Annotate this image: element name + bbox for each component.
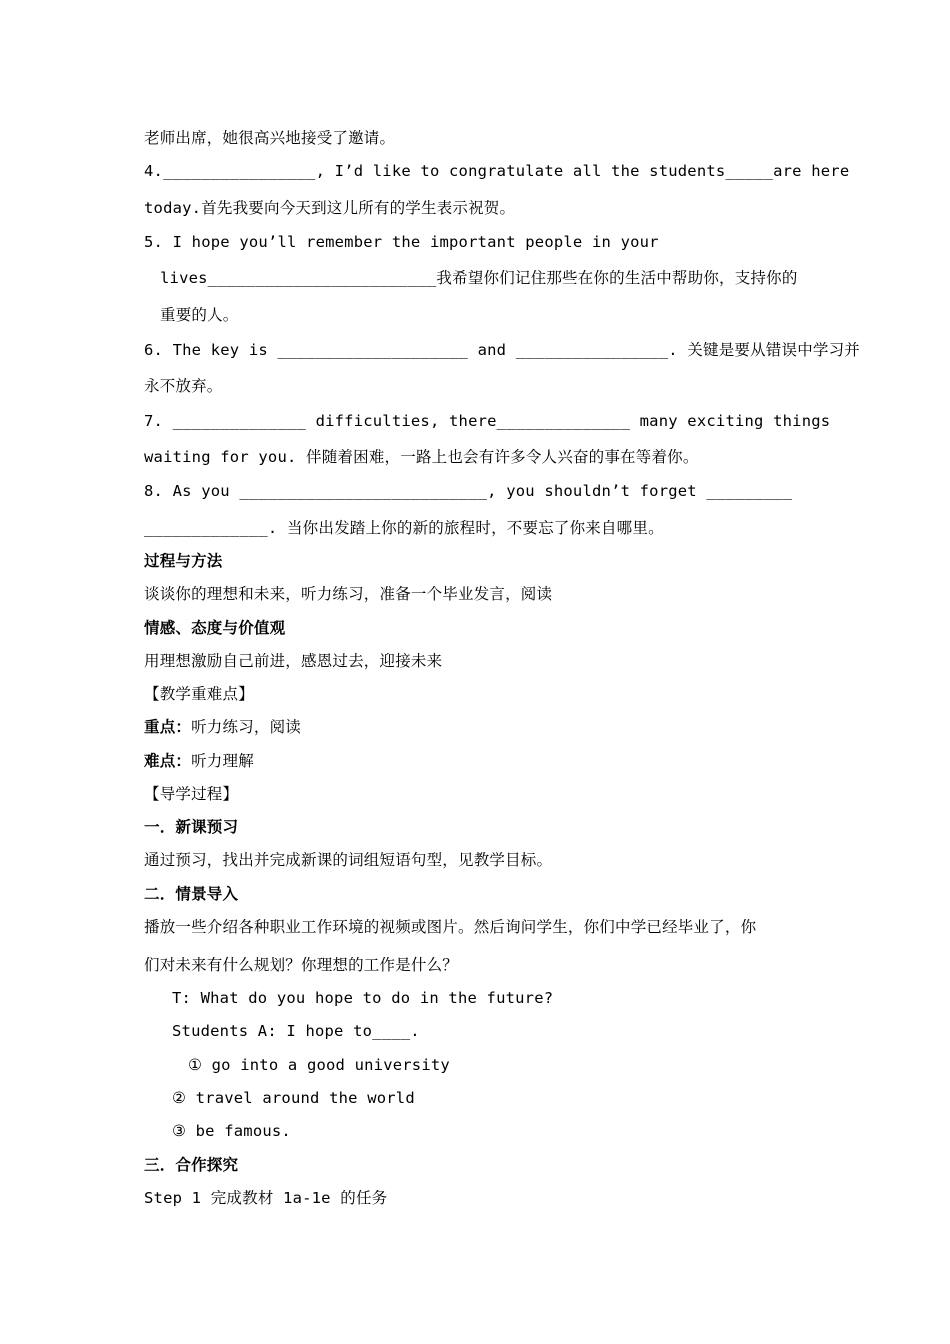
difficult-point-value: 听力理解 <box>191 752 254 770</box>
scenario-text-2: 们对未来有什么规划？你理想的工作是什么？ <box>144 956 459 974</box>
emotion-values-text: 用理想激励自己前进，感恩过去，迎接未来 <box>144 652 443 670</box>
heading-learning-process: 【导学过程】 <box>144 785 239 803</box>
exercise-8: 8. As you __________________________, you shouldn’t forget _________ <box>144 482 793 500</box>
key-point-value: 听力练习，阅读 <box>191 718 302 736</box>
dialog-student: Students A: I hope to____. <box>172 1022 420 1040</box>
heading-preview: 一．新课预习 <box>144 818 239 836</box>
option-1: ① go into a good university <box>188 1056 450 1074</box>
heading-process-method: 过程与方法 <box>144 552 223 570</box>
text-line-1: 老师出席，她很高兴地接受了邀请。 <box>144 129 396 147</box>
key-point-line <box>144 717 820 737</box>
difficult-point-line <box>144 751 820 771</box>
option-2: ② travel around the world <box>172 1089 415 1107</box>
scenario-text-1: 播放一些介绍各种职业工作环境的视频或图片。然后询问学生，你们中学已经毕业了，你 <box>144 918 757 936</box>
heading-cooperation: 三．合作探究 <box>144 1156 239 1174</box>
preview-text: 通过预习，找出并完成新课的词组短语句型，见教学目标。 <box>144 851 553 869</box>
exercise-7-cont: waiting for you. 伴随着困难，一路上也会有许多令人兴奋的事在等着你。 <box>144 448 699 466</box>
exercise-5: 5. I hope you’ll remember the important people in your <box>144 233 659 251</box>
dialog-teacher: T: What do you hope to do in the future? <box>172 989 554 1007</box>
exercise-6-cont: 永不放弃。 <box>144 377 223 395</box>
key-point-label: 重点： <box>144 718 192 736</box>
difficult-point-label: 难点： <box>144 752 192 770</box>
heading-emotion-values: 情感、态度与价值观 <box>144 619 286 637</box>
exercise-8-cont: _____________. 当你出发踏上你的新的旅程时，不要忘了你来自哪里。 <box>144 519 664 537</box>
step-1: Step 1 完成教材 1a-1e 的任务 <box>144 1189 388 1207</box>
exercise-5-end: 重要的人。 <box>160 306 239 324</box>
exercise-5-cont: lives________________________我希望你们记住那些在你的生活中帮助你，支持你的 <box>160 269 798 287</box>
heading-scenario: 二．情景导入 <box>144 885 239 903</box>
option-3: ③ be famous. <box>172 1122 291 1140</box>
process-method-text: 谈谈你的理想和未来，听力练习，准备一个毕业发言，阅读 <box>144 585 553 603</box>
exercise-6: 6. The key is ____________________ and ________________. 关键是要从错误中学习并 <box>144 341 861 359</box>
heading-key-points: 【教学重难点】 <box>144 685 254 703</box>
exercise-7: 7. ______________ difficulties, there______________ many exciting things <box>144 412 831 430</box>
exercise-4-cont: today.首先我要向今天到这儿所有的学生表示祝贺。 <box>144 199 516 217</box>
exercise-4: 4.________________, I’d like to congratulate all the students_____are here <box>144 162 850 180</box>
